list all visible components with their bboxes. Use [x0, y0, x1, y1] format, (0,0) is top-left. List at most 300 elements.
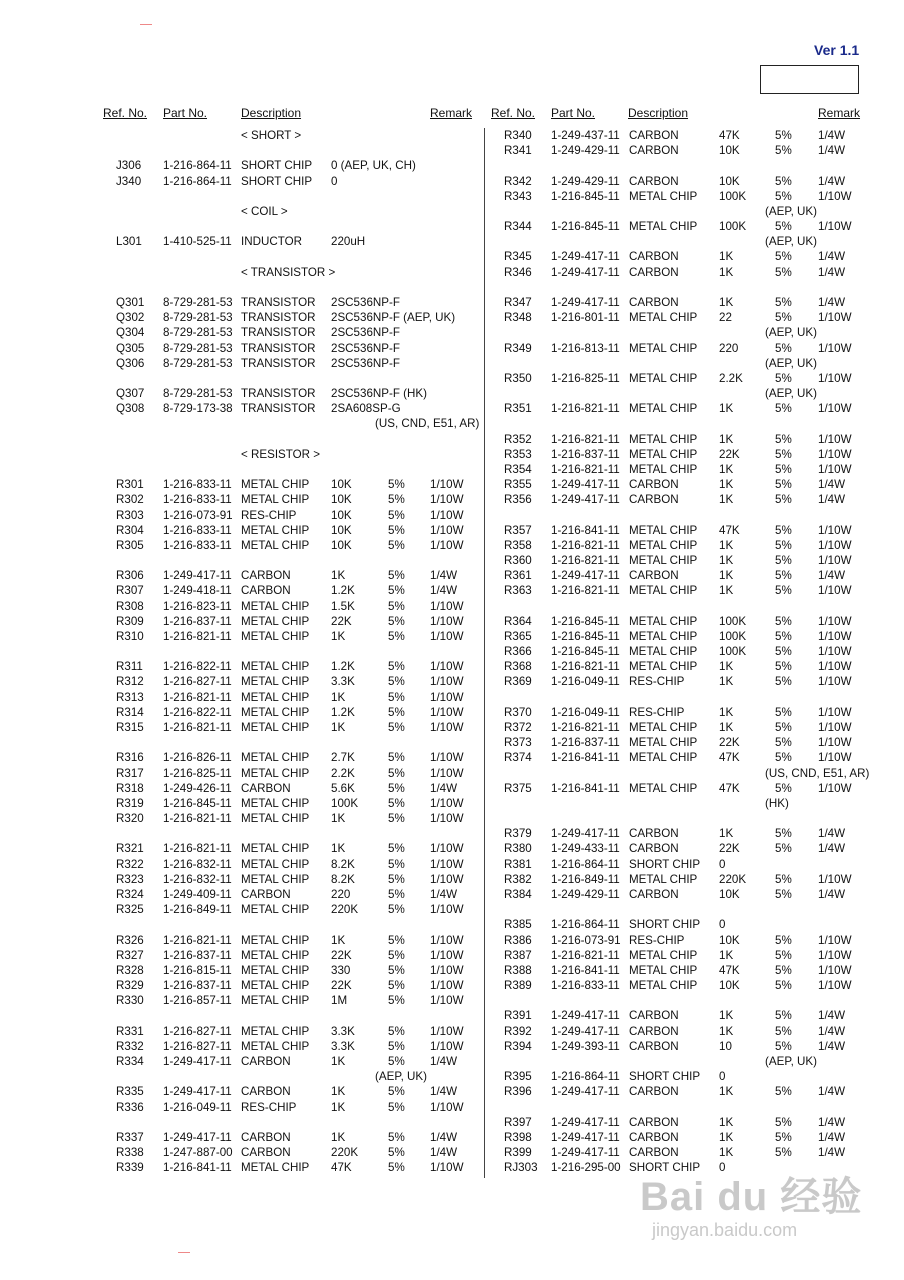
- wattage: 1/4W: [430, 1130, 458, 1144]
- tolerance: 5%: [775, 872, 792, 886]
- value: 1K: [719, 827, 734, 841]
- description: CARBON: [629, 295, 679, 309]
- description: CARBON: [241, 569, 291, 583]
- part-no: 1-216-864-11: [551, 918, 620, 932]
- tolerance: 5%: [775, 432, 792, 446]
- wattage: 1/10W: [818, 645, 852, 659]
- part-no: 1-216-832-11: [163, 857, 232, 871]
- tolerance: 5%: [388, 842, 405, 856]
- value: 1K: [719, 721, 734, 735]
- tolerance: 5%: [775, 888, 792, 901]
- value: 220K: [719, 872, 747, 886]
- value: 1K: [719, 675, 734, 689]
- part-row: [0, 902, 464, 917]
- ref-no: R355: [504, 478, 532, 492]
- value: 10K: [719, 144, 740, 158]
- header-part: Part No.: [163, 106, 208, 120]
- ref-no: R325: [116, 903, 144, 917]
- description: METAL CHIP: [241, 1039, 310, 1053]
- value: 8.2K: [331, 857, 355, 871]
- tolerance: 5%: [388, 1161, 405, 1175]
- wattage: 1/4W: [818, 1146, 846, 1160]
- part-no: 1-216-845-11: [551, 645, 620, 659]
- description: SHORT CHIP: [629, 918, 701, 932]
- wattage: 1/10W: [430, 493, 464, 507]
- value: 47K: [719, 781, 740, 795]
- part-no: 8-729-173-38: [163, 402, 233, 416]
- value: 1K: [331, 933, 346, 947]
- ref-no: R327: [116, 948, 144, 962]
- description: METAL CHIP: [629, 963, 698, 977]
- ref-no: R319: [116, 796, 144, 810]
- value: 1K: [719, 1146, 734, 1160]
- description: CARBON: [629, 478, 679, 492]
- value: 2.2K: [331, 766, 355, 780]
- description: METAL CHIP: [629, 584, 698, 598]
- ref-no: R354: [504, 462, 532, 476]
- description: METAL CHIP: [629, 523, 698, 537]
- ref-no: R372: [504, 721, 532, 735]
- part-no: 1-216-821-11: [551, 948, 620, 962]
- tolerance: 5%: [775, 295, 792, 309]
- part-no: 1-216-837-11: [551, 736, 620, 750]
- description: CARBON: [629, 1009, 679, 1023]
- wattage: 1/4W: [430, 584, 458, 598]
- tolerance: 5%: [775, 371, 792, 385]
- value: 1.2K: [331, 584, 355, 598]
- remark-note: (HK): [765, 796, 789, 810]
- part-no: 1-216-845-11: [551, 629, 620, 643]
- ref-no: Q307: [116, 387, 145, 401]
- ref-no: R357: [504, 523, 532, 537]
- wattage: 1/10W: [818, 447, 852, 461]
- wattage: 1/4W: [818, 1115, 846, 1129]
- part-row: [0, 143, 846, 158]
- header-desc: Description: [241, 106, 302, 120]
- part-no: 1-216-837-11: [163, 948, 232, 962]
- tolerance: 5%: [388, 538, 405, 552]
- description: METAL CHIP: [629, 629, 698, 643]
- part-no: 1-216-832-11: [163, 872, 232, 886]
- description: METAL CHIP: [629, 751, 698, 765]
- part-no: 1-216-821-11: [163, 933, 232, 947]
- part-no: 1-249-417-11: [163, 1130, 232, 1144]
- ref-no: R337: [116, 1130, 144, 1144]
- value: 1K: [719, 265, 734, 279]
- ref-no: L301: [116, 235, 142, 249]
- tolerance: 5%: [775, 1024, 792, 1038]
- tolerance: 5%: [775, 447, 792, 461]
- description: SHORT CHIP: [629, 1070, 701, 1084]
- ref-no: R347: [504, 295, 532, 309]
- wattage: 1/10W: [818, 629, 852, 643]
- ref-no: R316: [116, 751, 144, 765]
- value: 1K: [331, 1100, 346, 1114]
- part-no: 1-216-827-11: [163, 1039, 232, 1053]
- description: SHORT CHIP: [629, 857, 701, 871]
- description: CARBON: [241, 584, 291, 598]
- part-no: 1-216-841-11: [163, 1161, 232, 1175]
- part-no: 1-249-417-11: [551, 478, 620, 492]
- tolerance: 5%: [775, 629, 792, 643]
- part-no: 1-249-417-11: [551, 1024, 620, 1038]
- description: CARBON: [241, 1085, 291, 1099]
- tolerance: 5%: [388, 796, 405, 810]
- description: METAL CHIP: [629, 736, 698, 750]
- ref-no: R379: [504, 827, 532, 841]
- description: METAL CHIP: [241, 660, 310, 674]
- header-remark: Remark: [818, 106, 861, 120]
- header-ref: Ref. No.: [491, 106, 536, 120]
- tolerance: 5%: [388, 721, 405, 735]
- ref-no: Q306: [116, 356, 145, 370]
- part-row: [0, 189, 852, 204]
- part-no: 1-216-821-11: [163, 842, 232, 856]
- wattage: 1/10W: [430, 963, 464, 977]
- value: 5.6K: [331, 781, 355, 795]
- value: 0: [719, 1161, 726, 1175]
- value: 1M: [331, 994, 348, 1008]
- wattage: 1/10W: [430, 751, 464, 765]
- ref-no: R313: [116, 690, 144, 704]
- part-no: 1-216-857-11: [163, 994, 232, 1008]
- wattage: 1/10W: [818, 963, 852, 977]
- ref-no: R399: [504, 1146, 532, 1160]
- part-row: [0, 371, 852, 386]
- description: CARBON: [241, 1054, 291, 1068]
- description: CARBON: [629, 129, 679, 142]
- value: 0 (AEP, UK, CH): [331, 159, 416, 173]
- value: 2SC536NP-F: [331, 341, 400, 355]
- wattage: 1/4W: [818, 1009, 846, 1023]
- wattage: 1/10W: [430, 675, 464, 689]
- ref-no: R394: [504, 1039, 532, 1053]
- wattage: 1/10W: [430, 599, 464, 613]
- description: METAL CHIP: [241, 599, 310, 613]
- description: CARBON: [629, 1115, 679, 1129]
- wattage: 1/4W: [818, 144, 846, 158]
- description: CARBON: [241, 1146, 291, 1160]
- part-row: [0, 735, 852, 750]
- description: SHORT CHIP: [241, 159, 313, 173]
- description: METAL CHIP: [241, 705, 310, 719]
- description: TRANSISTOR: [241, 295, 316, 309]
- description: METAL CHIP: [629, 447, 698, 461]
- wattage: 1/4W: [818, 295, 846, 309]
- part-row: [0, 993, 464, 1008]
- part-row: [0, 249, 846, 264]
- description: METAL CHIP: [241, 994, 310, 1008]
- wattage: 1/10W: [818, 538, 852, 552]
- description: METAL CHIP: [629, 554, 698, 568]
- tolerance: 5%: [775, 948, 792, 962]
- part-row: [0, 219, 852, 234]
- wattage: 1/10W: [430, 812, 464, 826]
- part-no: 1-249-417-11: [551, 1130, 620, 1144]
- value: 1K: [331, 569, 346, 583]
- part-row: [0, 1115, 846, 1130]
- part-no: 1-216-821-11: [163, 690, 232, 704]
- tolerance: 5%: [775, 462, 792, 476]
- tolerance: 5%: [388, 948, 405, 962]
- tolerance: 5%: [775, 1130, 792, 1144]
- part-no: 1-249-418-11: [163, 584, 232, 598]
- wattage: 1/10W: [430, 979, 464, 993]
- part-row: [0, 917, 726, 932]
- tolerance: 5%: [388, 781, 405, 795]
- description: METAL CHIP: [241, 963, 310, 977]
- wattage: 1/10W: [430, 842, 464, 856]
- part-row: [0, 462, 852, 477]
- description: TRANSISTOR: [241, 387, 316, 401]
- description: METAL CHIP: [241, 842, 310, 856]
- ref-no: R326: [116, 933, 144, 947]
- part-no: 8-729-281-53: [163, 341, 233, 355]
- description: METAL CHIP: [241, 766, 310, 780]
- part-no: 1-249-426-11: [163, 781, 232, 795]
- remark-note: (AEP, UK): [765, 326, 817, 340]
- description: CARBON: [241, 781, 291, 795]
- corner-mark: [178, 1252, 190, 1253]
- ref-no: R391: [504, 1009, 532, 1023]
- wattage: 1/10W: [818, 311, 852, 325]
- wattage: 1/4W: [818, 174, 846, 188]
- wattage: 1/10W: [818, 462, 852, 476]
- part-no: 1-249-417-11: [551, 265, 620, 279]
- tolerance: 5%: [775, 129, 792, 142]
- value: 220K: [331, 1146, 359, 1160]
- wattage: 1/4W: [430, 1085, 458, 1099]
- ref-no: R305: [116, 538, 144, 552]
- ref-no: R315: [116, 721, 144, 735]
- wattage: 1/10W: [430, 660, 464, 674]
- description: METAL CHIP: [241, 933, 310, 947]
- description: METAL CHIP: [629, 402, 698, 416]
- ref-no: R353: [504, 447, 532, 461]
- ref-no: R331: [116, 1024, 144, 1038]
- description: METAL CHIP: [241, 690, 310, 704]
- part-no: 1-249-429-11: [551, 144, 620, 158]
- description: METAL CHIP: [241, 812, 310, 826]
- tolerance: 5%: [775, 933, 792, 947]
- wattage: 1/10W: [818, 948, 852, 962]
- wattage: 1/10W: [430, 1024, 464, 1038]
- remark-note: (AEP, UK): [765, 387, 817, 401]
- value: 1K: [719, 402, 734, 416]
- wattage: 1/10W: [818, 660, 852, 674]
- header-ref: Ref. No.: [103, 106, 148, 120]
- tolerance: 5%: [388, 751, 405, 765]
- ref-no: J340: [116, 174, 142, 188]
- value: 47K: [719, 963, 740, 977]
- wattage: 1/10W: [818, 781, 852, 795]
- ref-no: R340: [504, 129, 532, 142]
- part-row: [0, 553, 852, 568]
- part-no: 1-216-821-11: [551, 584, 620, 598]
- value: 2.7K: [331, 751, 355, 765]
- tolerance: 5%: [775, 554, 792, 568]
- wattage: 1/4W: [430, 888, 458, 901]
- part-no: 1-216-821-11: [551, 462, 620, 476]
- description: METAL CHIP: [629, 948, 698, 962]
- part-no: 1-216-864-11: [163, 159, 232, 173]
- ref-no: R389: [504, 979, 532, 993]
- description: METAL CHIP: [629, 220, 698, 234]
- ref-no: R388: [504, 963, 532, 977]
- ref-no: R308: [116, 599, 144, 613]
- tolerance: 5%: [388, 933, 405, 947]
- tolerance: 5%: [388, 1054, 405, 1068]
- value: 1K: [331, 1054, 346, 1068]
- value: 22K: [331, 979, 352, 993]
- ref-no: R348: [504, 311, 532, 325]
- tolerance: 5%: [775, 963, 792, 977]
- description: < TRANSISTOR >: [241, 265, 336, 279]
- description: METAL CHIP: [629, 721, 698, 735]
- value: 100K: [719, 629, 747, 643]
- part-no: 1-249-417-11: [551, 827, 620, 841]
- part-row: [0, 1100, 464, 1115]
- value: 1K: [719, 478, 734, 492]
- part-no: 1-216-833-11: [163, 538, 232, 552]
- value: 1K: [719, 432, 734, 446]
- wattage: 1/10W: [430, 903, 464, 917]
- part-no: 1-249-437-11: [551, 129, 620, 142]
- description: METAL CHIP: [241, 948, 310, 962]
- description: METAL CHIP: [629, 614, 698, 628]
- part-no: 1-249-417-11: [551, 1146, 620, 1160]
- part-no: 1-216-833-11: [163, 523, 232, 537]
- part-row: [0, 644, 852, 659]
- tolerance: 5%: [388, 1024, 405, 1038]
- wattage: 1/10W: [818, 721, 852, 735]
- part-row: [0, 508, 464, 523]
- value: 1K: [331, 721, 346, 735]
- ref-no: R361: [504, 569, 532, 583]
- tolerance: 5%: [775, 584, 792, 598]
- description: CARBON: [241, 888, 291, 901]
- part-no: 1-216-849-11: [551, 872, 620, 886]
- wattage: 1/10W: [818, 220, 852, 234]
- part-no: 1-249-417-11: [551, 1115, 620, 1129]
- description: METAL CHIP: [629, 462, 698, 476]
- description: TRANSISTOR: [241, 341, 316, 355]
- tolerance: 5%: [775, 311, 792, 325]
- wattage: 1/10W: [430, 538, 464, 552]
- value: 3.3K: [331, 1039, 355, 1053]
- wattage: 1/4W: [818, 493, 846, 507]
- ref-no: R304: [116, 523, 144, 537]
- part-no: 1-216-822-11: [163, 660, 232, 674]
- part-no: 1-216-825-11: [163, 766, 232, 780]
- wattage: 1/4W: [818, 129, 846, 142]
- tolerance: 5%: [388, 614, 405, 628]
- part-no: 1-216-864-11: [551, 1070, 620, 1084]
- part-no: 1-216-841-11: [551, 523, 620, 537]
- ref-no: R312: [116, 675, 144, 689]
- ref-no: R317: [116, 766, 144, 780]
- tolerance: 5%: [775, 1146, 792, 1160]
- ref-no: R384: [504, 888, 532, 901]
- description: RES-CHIP: [241, 508, 297, 522]
- description: CARBON: [629, 1085, 679, 1099]
- wattage: 1/4W: [818, 827, 846, 841]
- ref-no: R380: [504, 842, 532, 856]
- corner-mark: [140, 24, 152, 25]
- tolerance: 5%: [775, 144, 792, 158]
- part-no: 1-410-525-11: [163, 235, 232, 249]
- ref-no: Q301: [116, 295, 145, 309]
- ref-no: R303: [116, 508, 144, 522]
- value: 0: [331, 174, 338, 188]
- value: 22K: [719, 842, 740, 856]
- description: CARBON: [629, 1039, 679, 1053]
- value: 1K: [719, 1115, 734, 1129]
- value: 10K: [719, 888, 740, 901]
- value: 3.3K: [331, 675, 355, 689]
- value: 47K: [719, 523, 740, 537]
- wattage: 1/10W: [818, 371, 852, 385]
- part-no: 1-216-049-11: [163, 1100, 232, 1114]
- value: 1K: [719, 584, 734, 598]
- description: SHORT CHIP: [629, 1161, 701, 1175]
- version-label: Ver 1.1: [814, 42, 860, 58]
- part-no: 1-216-049-11: [551, 675, 620, 689]
- description: METAL CHIP: [629, 645, 698, 659]
- wattage: 1/10W: [430, 705, 464, 719]
- tolerance: 5%: [388, 478, 405, 492]
- value: 3.3K: [331, 1024, 355, 1038]
- ref-no: R368: [504, 660, 532, 674]
- description: TRANSISTOR: [241, 311, 316, 325]
- ref-no: R395: [504, 1070, 532, 1084]
- part-no: 1-216-821-11: [551, 721, 620, 735]
- tolerance: 5%: [388, 675, 405, 689]
- tolerance: 5%: [775, 781, 792, 795]
- description: TRANSISTOR: [241, 402, 316, 416]
- value: 100K: [719, 189, 747, 203]
- value: 22: [719, 311, 732, 325]
- ref-no: R309: [116, 614, 144, 628]
- wattage: 1/10W: [430, 614, 464, 628]
- description: METAL CHIP: [241, 872, 310, 886]
- part-no: 1-216-841-11: [551, 751, 620, 765]
- ref-no: R358: [504, 538, 532, 552]
- part-no: 1-216-837-11: [551, 447, 620, 461]
- description: METAL CHIP: [241, 1024, 310, 1038]
- part-no: 1-216-815-11: [163, 963, 232, 977]
- wattage: 1/4W: [430, 569, 458, 583]
- description: METAL CHIP: [241, 979, 310, 993]
- wattage: 1/10W: [430, 948, 464, 962]
- part-no: 1-216-073-91: [163, 508, 233, 522]
- description: CARBON: [629, 265, 679, 279]
- ref-no: R369: [504, 675, 532, 689]
- wattage: 1/10W: [430, 1039, 464, 1053]
- description: METAL CHIP: [241, 721, 310, 735]
- ref-no: R306: [116, 569, 144, 583]
- ref-no: R339: [116, 1161, 144, 1175]
- ref-no: R365: [504, 629, 532, 643]
- wattage: 1/10W: [818, 933, 852, 947]
- part-no: 1-216-833-11: [163, 478, 232, 492]
- tolerance: 5%: [388, 690, 405, 704]
- wattage: 1/10W: [818, 736, 852, 750]
- ref-no: J306: [116, 159, 142, 173]
- tolerance: 5%: [388, 1085, 405, 1099]
- description: METAL CHIP: [241, 751, 310, 765]
- tolerance: 5%: [775, 523, 792, 537]
